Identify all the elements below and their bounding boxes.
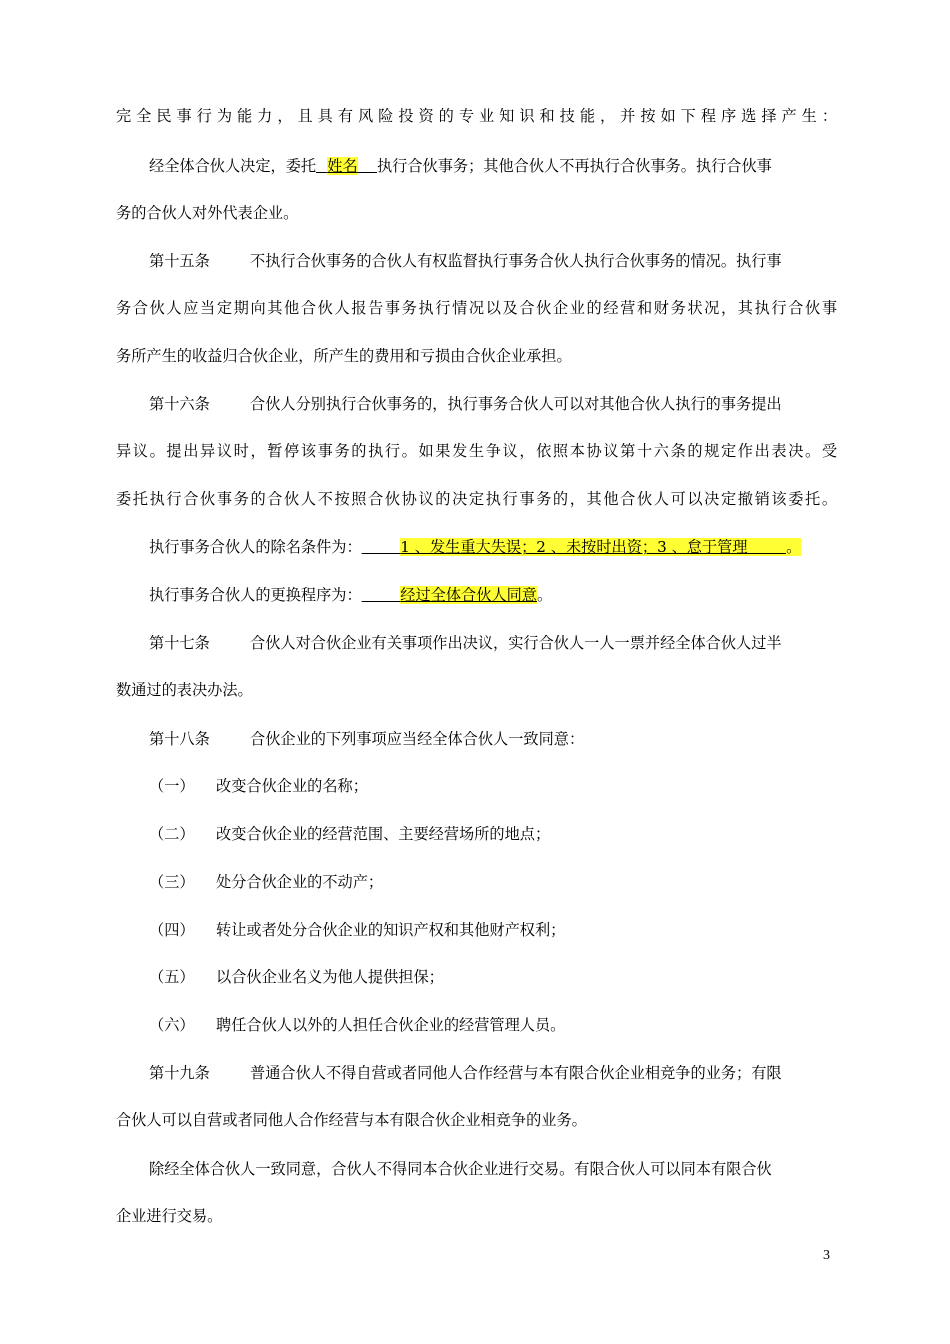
text: 完全民事行为能力，且具有风险投资的专业知识和技能，并按如下程序选择产生： (116, 107, 837, 125)
paragraph-line (116, 1206, 837, 1226)
text: 务合伙人应当定期向其他合伙人报告事务执行情况以及合伙企业的经营和财务状况，其执行合伙事 (116, 299, 837, 317)
text: 经全体合伙人决定，委托 (149, 157, 317, 175)
removal-conditions (149, 537, 837, 557)
paragraph-line (116, 680, 837, 700)
text: 不执行合伙事务的合伙人有权监督执行事务合伙人执行合伙事务的情况。执行事 (250, 252, 782, 270)
article-label: 第十九条 (149, 1064, 210, 1082)
article-16 (149, 394, 837, 414)
text: 务所产生的收益归合伙企业，所产生的费用和亏损由合伙企业承担。 (116, 347, 572, 365)
list-text: 改变合伙企业的经营范围、主要经营场所的地点； (216, 825, 551, 843)
page-number: 3 (823, 1248, 830, 1263)
article-label: 第十五条 (149, 252, 210, 270)
list-item (149, 1015, 837, 1035)
paragraph-line (116, 298, 837, 318)
list-text: 以合伙企业名义为他人提供担保； (216, 968, 444, 986)
blank-underline (358, 157, 377, 175)
paragraph-line (116, 203, 837, 223)
paragraph-line (116, 489, 837, 509)
text: 除经全体合伙人一致同意，合伙人不得同本合伙企业进行交易。有限合伙人可以同本有限合伙 (149, 1160, 772, 1178)
article-label: 第十六条 (149, 395, 210, 413)
paragraph-line (116, 1110, 837, 1130)
text: 1 、发生重大失误；2 、未按时出资；3 、怠于管理 (400, 538, 748, 556)
list-text: 处分合伙企业的不动产； (216, 873, 384, 891)
list-item (149, 872, 837, 892)
text: 合伙人对合伙企业有关事项作出决议，实行合伙人一人一票并经全体合伙人过半 (250, 634, 782, 652)
article-label: 第十八条 (149, 730, 210, 748)
replacement-procedure-value: 经过全体合伙人同意 (400, 586, 537, 604)
text: 异议。提出异议时，暂停该事务的执行。如果发生争议，依照本协议第十六条的规定作出表决。受 (116, 442, 837, 460)
list-item (149, 967, 837, 987)
text: 务的合伙人对外代表企业。 (116, 204, 299, 222)
list-text: 转让或者处分合伙企业的知识产权和其他财产权利； (216, 921, 566, 939)
replacement-procedure (149, 585, 837, 605)
field-label: 执行事务合伙人的除名条件为： (149, 538, 362, 556)
period: 。 (536, 586, 553, 604)
blank-underline (362, 586, 401, 604)
text: 执行合伙事务；其他合伙人不再执行合伙事务。执行合伙事 (376, 157, 772, 175)
paragraph-line (116, 106, 837, 126)
text: 企业进行交易。 (116, 1207, 223, 1225)
list-number: （三） (149, 873, 195, 891)
list-number: （五） (149, 968, 195, 986)
text: 普通合伙人不得自营或者同他人合作经营与本有限合伙企业相竞争的业务；有限 (250, 1064, 782, 1082)
article-15 (149, 251, 837, 271)
removal-conditions-value (400, 538, 786, 556)
paragraph-line (149, 1159, 837, 1179)
text: 合伙企业的下列事项应当经全体合伙人一致同意： (250, 730, 585, 748)
list-number: （四） (149, 921, 195, 939)
field-label: 执行事务合伙人的更换程序为： (149, 586, 362, 604)
paragraph-line (116, 346, 837, 366)
list-number: （六） (149, 1016, 195, 1034)
list-item (149, 824, 837, 844)
text: 合伙人分别执行合伙事务的，执行事务合伙人可以对其他合伙人执行的事务提出 (250, 395, 782, 413)
list-item (149, 776, 837, 796)
list-text: 聘任合伙人以外的人担任合伙企业的经营管理人员。 (216, 1016, 566, 1034)
article-19 (149, 1063, 837, 1083)
list-item (149, 920, 837, 940)
paragraph-entrust (149, 156, 837, 176)
paragraph-line (116, 441, 837, 461)
blank-underline (316, 157, 327, 175)
list-number: （二） (149, 825, 195, 843)
period: 。 (786, 538, 802, 556)
article-17 (149, 633, 837, 653)
blank-underline (362, 538, 401, 556)
list-text: 改变合伙企业的名称； (216, 777, 368, 795)
article-label: 第十七条 (149, 634, 210, 652)
text: 数通过的表决办法。 (116, 681, 253, 699)
text: 委托执行合伙事务的合伙人不按照合伙协议的决定执行事务的，其他合伙人可以决定撤销该委托。 (116, 490, 837, 508)
executive-partner-name: 姓名 (327, 157, 358, 175)
article-18 (149, 729, 837, 749)
text: 合伙人可以自营或者同他人合作经营与本有限合伙企业相竞争的业务。 (116, 1111, 587, 1129)
list-number: （一） (149, 777, 195, 795)
